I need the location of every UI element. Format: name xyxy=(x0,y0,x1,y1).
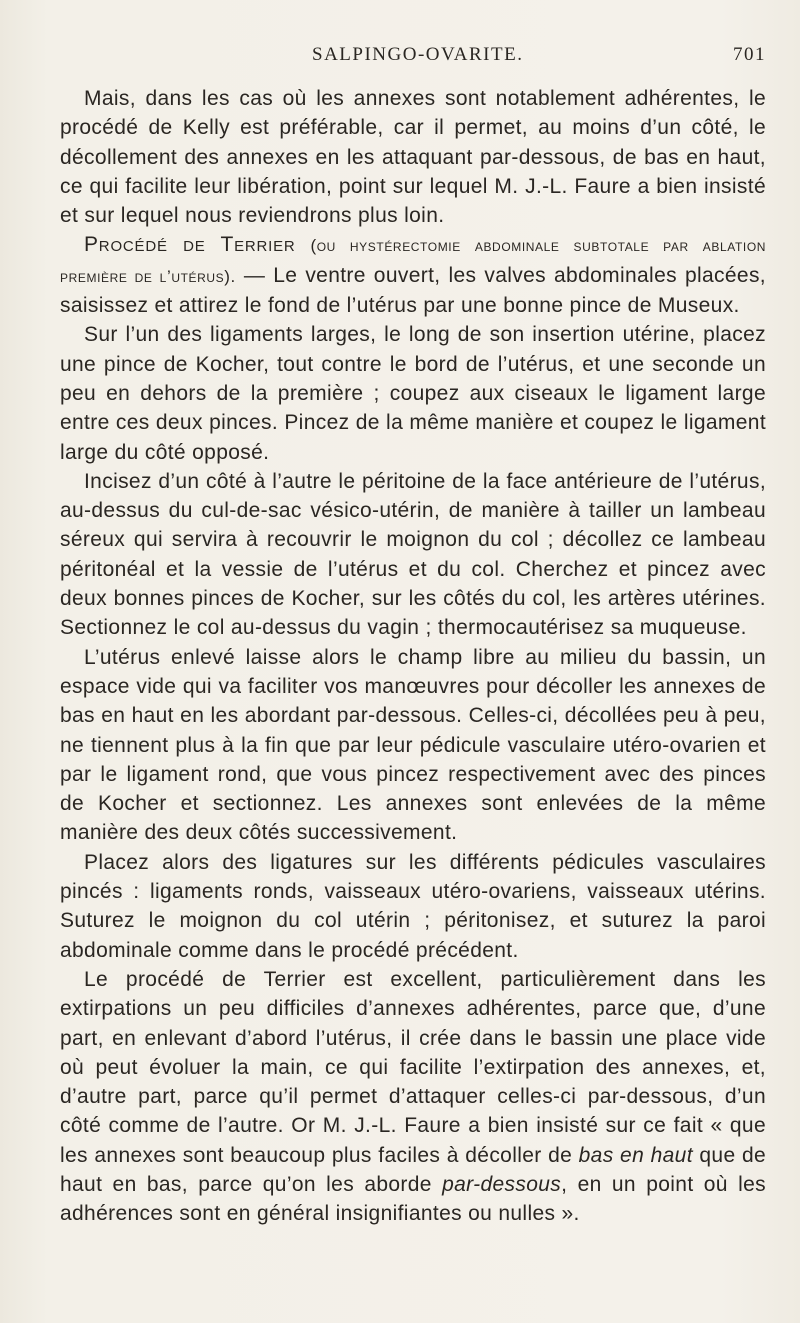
paragraph-uterus-enleve: L’utérus enlevé laisse alors le champ libre au milieu du bassin, un espace vide qui va faciliter vos manœuvres pour décoller les annexes de bas en haut en les abordant par-dessous. Celles-ci, décollées peu à peu, ne tiennent plus à la fin que par leur pédicule vasculaire utéro-ovarien et par le ligament rond, que vous pincez respectivement avec des pinces de Kocher et sectionnez. Les annexes sont enlevées de la même manière des deux côtés successivement. xyxy=(60,645,766,845)
conclusion-text-b: que de haut en bas, parce qu’on les aborde xyxy=(60,1143,767,1196)
conclusion-text-a: Le procédé de Terrier est excellent, particulièrement dans les extirpations un peu difficiles d’annexes adhérentes, parce que, d’une part, en enlevant d’abord l’utérus, il crée dans le bassin une place vide où peut évoluer la main, ce qui facilite l’extirpation des annexes, et, d’autre part, parce qu’il permet d’attaquer celles-ci par-dessous, d’un côté comme de l’autre. Or M. J.-L. Faure a bien insisté sur ce fait « que les annexes sont beaucoup plus faciles à décoller de xyxy=(60,967,766,1167)
paragraph-ligaments: Sur l’un des ligaments larges, le long de son insertion utérine, placez une pince de Kocher, tout contre le bord de l’utérus, et une seconde un peu en dehors de la première ; coupez aux ciseaux le ligament large entre ces deux pinces. Pincez de la même manière et coupez le ligament large du côté opposé. xyxy=(60,323,766,464)
running-title: SALPINGO-OVARITE. xyxy=(312,44,524,65)
conclusion-emphasis-2: par-dessous xyxy=(442,1172,562,1196)
paragraph-kelly: Mais, dans les cas où les annexes sont notablement adhérentes, le procédé de Kelly est préférable, car il permet, au moins d’un côté, le décollement des annexes en les attaquant par-dessous, de bas en haut, ce qui facilite leur libération, point sur lequel M. J.-L. Faure a bien insisté et sur lequel nous reviendrons plus loin. xyxy=(60,87,766,228)
paragraph-peritoine: Incisez d’un côté à l’autre le péritoine de la face antérieure de l’utérus, au-dessus du cul-de-sac vésico-utérin, de manière à tailler un lambeau séreux qui servira à recouvrir le moignon du col ; décollez ce lambeau péritonéal et la vessie de l’utérus et du col. Cherchez et pincez avec deux bonnes pinces de Kocher, sur les côtés du col, les artères utérines. Sectionnez le col au-dessus du vagin ; thermocautérisez sa muqueuse. xyxy=(60,469,766,640)
section-subheading: (ou hystérectomie abdominale subtotale par ablation première de l’utérus). xyxy=(60,236,767,286)
conclusion-emphasis-1: bas en haut xyxy=(578,1143,693,1167)
conclusion-text-c: , en un point où les adhérences sont en général insignifiantes ou nulles ». xyxy=(60,1172,766,1226)
paragraph-ligatures: Placez alors des ligatures sur les différents pédicules vasculaires pincés : ligaments ronds, vaisseaux utéro-ovariens, vaisseaux utérins. Suturez le moignon du col utérin ; péritonisez, et suturez la paroi abdominale comme dans le procédé précédent. xyxy=(60,850,766,962)
section-heading: Procédé de Terrier xyxy=(84,233,296,257)
body-text xyxy=(60,84,766,1229)
paragraph-conclusion xyxy=(60,965,766,1229)
page-number: 701 xyxy=(733,44,766,65)
paragraph-terrier-intro xyxy=(60,230,766,320)
running-header xyxy=(60,44,766,74)
paragraph-terrier-text: — Le ventre ouvert, les valves abdominales placées, saisissez et attirez le fond de l’utérus par une bonne pince de Museux. xyxy=(60,263,766,318)
